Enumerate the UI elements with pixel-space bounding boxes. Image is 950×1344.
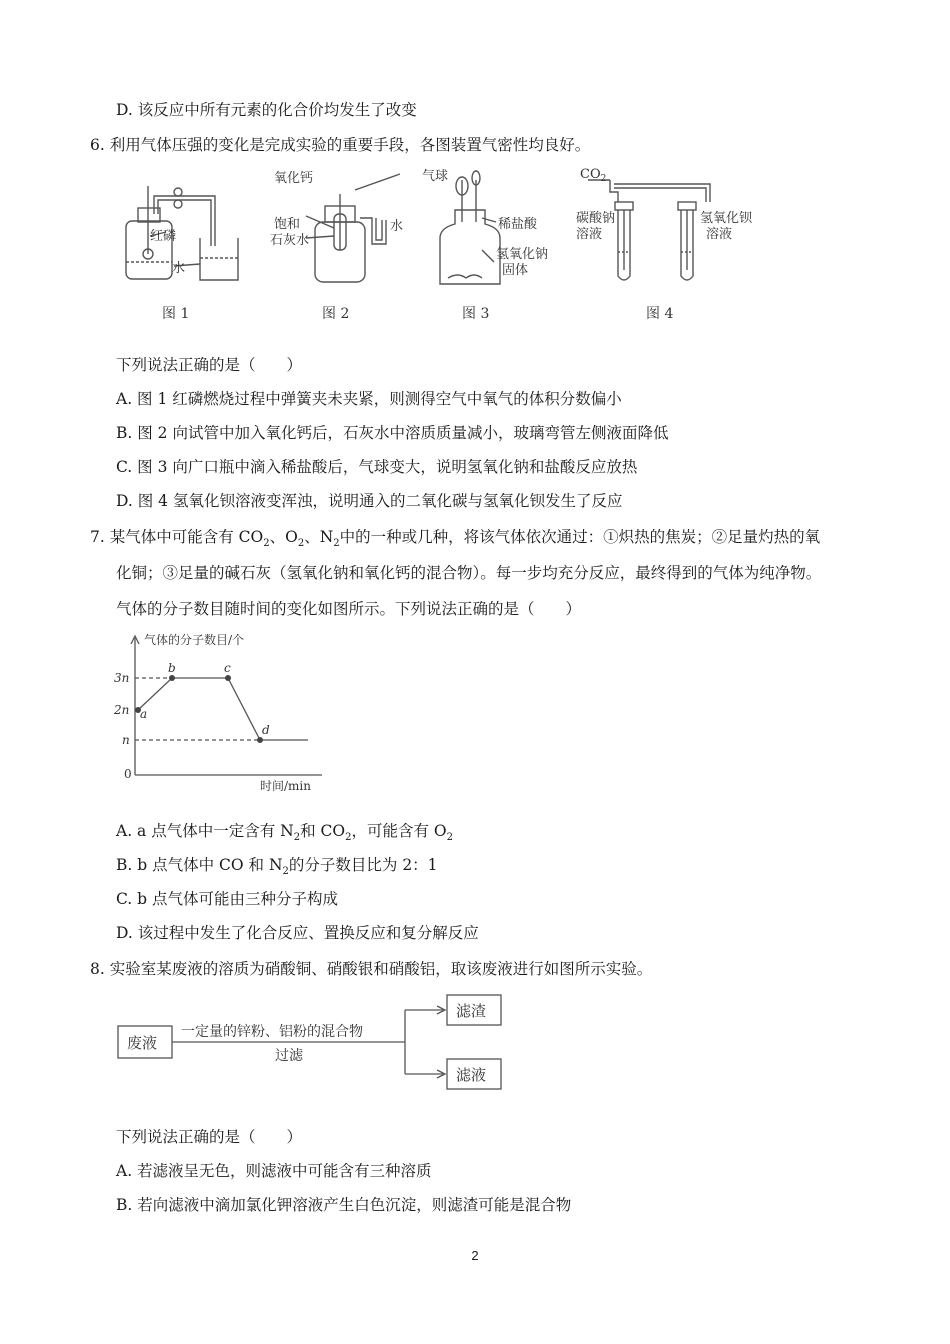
q6-option-b: B. 图 2 向试管中加入氧化钙后，石灰水中溶质质量减小，玻璃弯管左侧液面降低 (116, 424, 669, 442)
ytick-2n: 2n (114, 703, 130, 717)
point-a-label: a (140, 707, 148, 721)
q8-stem: 8. 实验室某废液的溶质为硝酸铜、硝酸银和硝酸铝，取该废液进行如图所示实验。 (90, 960, 653, 978)
fig3-caption: 图 3 (462, 306, 490, 322)
q6-stem: 6. 利用气体压强的变化是完成实验的重要手段，各图装置气密性均良好。 (90, 136, 591, 154)
fig2-label-cao: 氧化钙 (274, 171, 314, 186)
fig2-label-limewater-1: 饱和 (274, 217, 301, 232)
q7-option-b: B. b 点气体中 CO 和 $N_2$的分子数目比为 2：1 (116, 856, 438, 878)
point-c-label: c (224, 661, 231, 675)
fig4-label-na2co3-1: 碳酸钠 (576, 211, 616, 226)
q8-prompt: 下列说法正确的是（ ） (116, 1128, 303, 1146)
fig1-label-phosphorus: 红磷 (150, 229, 177, 244)
q6-option-d: D. 图 4 氢氧化钡溶液变浑浊，说明通入的二氧化碳与氢氧化钡发生了反应 (116, 492, 623, 510)
q7-stem-line-2: 化铜；③足量的碱石灰（氢氧化钠和氧化钙的混合物）。每一步均充分反应，最终得到的气体为纯净物。 (116, 564, 822, 582)
flow-operation: 过滤 (275, 1048, 303, 1064)
q7-stem-line-1: 7. 某气体中可能含有 $CO_2$、$O_2$、$N_2$中的一种或几种，将该气体依次通过：①炽热的焦炭；②足量灼热的氧 (90, 528, 821, 550)
fig2-label-limewater-2: 石灰水 (270, 233, 310, 248)
flow-residue: 滤渣 (456, 1002, 487, 1020)
flow-filtrate: 滤液 (456, 1066, 487, 1084)
chart-y-label: 气体的分子数目/个 (144, 633, 245, 647)
q5-option-d: D. 该反应中所有元素的化合价均发生了改变 (116, 101, 417, 119)
q8-option-a: A. 若滤液呈无色，则滤液中可能含有三种溶质 (116, 1162, 432, 1180)
fig4-label-na2co3-2: 溶液 (576, 227, 603, 242)
q7-stem-line-3: 气体的分子数目随时间的变化如图所示。下列说法正确的是（ ） (116, 600, 582, 618)
point-d-label: d (262, 723, 270, 737)
flow-waste-liquid: 废液 (127, 1034, 158, 1052)
q6-option-a: A. 图 1 红磷燃烧过程中弹簧夹未夹紧，则测得空气中氧气的体积分数偏小 (116, 390, 622, 408)
fig3-label-hcl: 稀盐酸 (498, 217, 538, 232)
q6-apparatus-figures (110, 166, 790, 326)
fig3-label-balloon: 气球 (422, 169, 449, 184)
page-number: 2 (471, 1248, 479, 1263)
fig2-caption: 图 2 (322, 306, 350, 322)
point-b-label: b (168, 661, 176, 675)
figure-4-apparatus (588, 180, 710, 280)
q8-flow-diagram (115, 992, 515, 1092)
figure-3-apparatus (440, 171, 500, 284)
q7-option-d: D. 该过程中发生了化合反应、置换反应和复分解反应 (116, 924, 479, 942)
figure-2-apparatus (306, 174, 400, 282)
fig3-label-naoh-1: 氢氧化钠 (496, 247, 549, 262)
fig4-label-baoh-2: 溶液 (706, 227, 733, 242)
fig4-caption: 图 4 (646, 306, 674, 322)
chart-x-label: 时间/min (260, 779, 311, 793)
fig1-caption: 图 1 (162, 306, 190, 322)
fig2-label-water: 水 (390, 219, 404, 234)
q6-option-c: C. 图 3 向广口瓶中滴入稀盐酸后，气球变大，说明氢氧化钠和盐酸反应放热 (116, 458, 638, 476)
ytick-3n: 3n (114, 671, 130, 685)
ytick-n: n (122, 733, 130, 747)
q7-option-c: C. b 点气体可能由三种分子构成 (116, 890, 339, 908)
fig1-label-water: 水 (172, 261, 186, 276)
q7-molecule-count-chart (110, 630, 340, 805)
q8-option-b: B. 若向滤液中滴加氯化钾溶液产生白色沉淀，则滤渣可能是混合物 (116, 1196, 572, 1214)
ytick-0: 0 (124, 767, 132, 781)
q7-option-a: A. a 点气体中一定含有 $N_2$和 $CO_2$，可能含有 $O_2$ (116, 822, 453, 844)
q6-prompt: 下列说法正确的是（ ） (116, 356, 303, 374)
flow-reagent: 一定量的锌粉、铝粉的混合物 (181, 1024, 363, 1040)
fig3-label-naoh-2: 固体 (502, 263, 529, 278)
fig4-label-co2: $CO_2$ (580, 167, 607, 184)
fig4-label-baoh-1: 氢氧化钡 (700, 211, 753, 226)
